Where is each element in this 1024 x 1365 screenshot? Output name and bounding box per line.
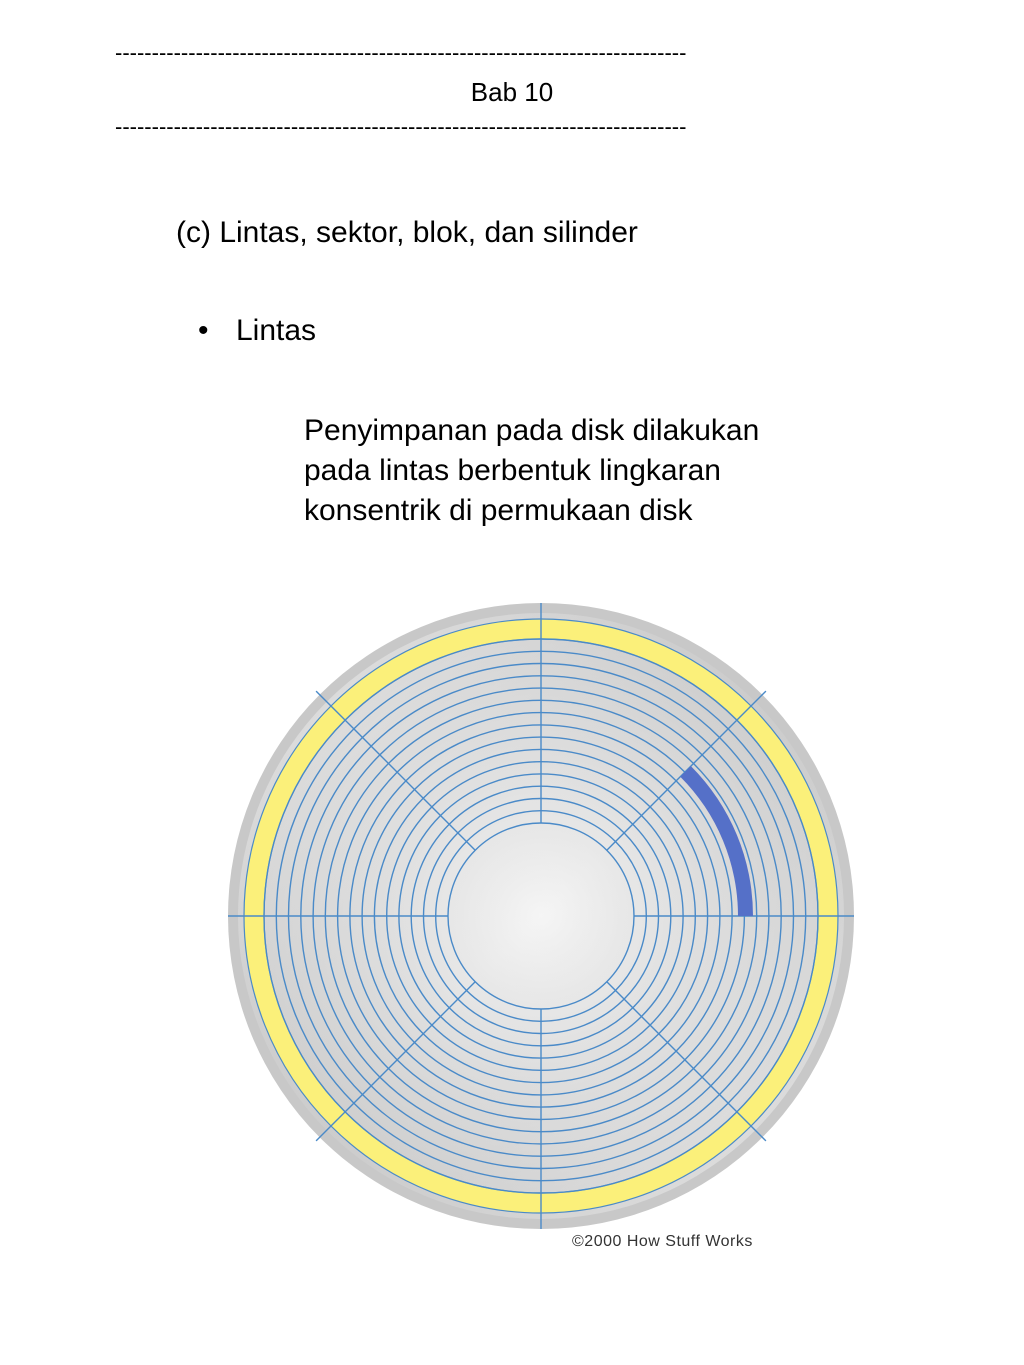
image-credit: ©2000 How Stuff Works bbox=[572, 1233, 753, 1250]
chapter-title: Bab 10 bbox=[470, 77, 554, 107]
description-line: konsentrik di permukaan disk bbox=[304, 494, 693, 527]
bullet-icon: • bbox=[198, 314, 209, 347]
description-line: Penyimpanan pada disk dilakukan bbox=[304, 414, 760, 447]
disk-diagram bbox=[225, 600, 857, 1232]
description-line: pada lintas berbentuk lingkaran bbox=[304, 454, 721, 487]
header-rule-top: ------------------------------------------------------------------------------ bbox=[115, 40, 687, 65]
header-rule-bottom: ------------------------------------------------------------------------------ bbox=[115, 114, 687, 139]
bullet-label: Lintas bbox=[236, 314, 317, 347]
section-heading: (c) Lintas, sektor, blok, dan silinder bbox=[176, 216, 638, 249]
description-paragraph bbox=[304, 411, 864, 531]
